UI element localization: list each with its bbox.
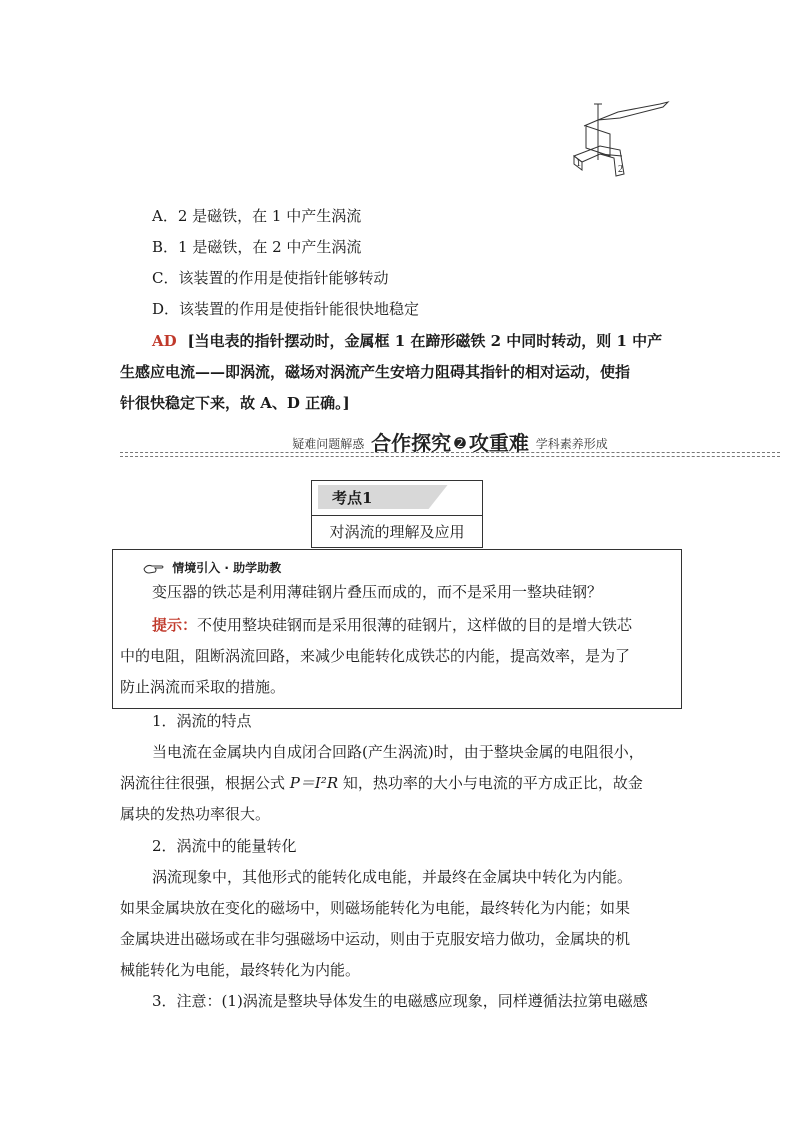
hint-text-1: 不使用整块硅钢而是采用很薄的硅钢片，这样做的目的是增大铁芯 (197, 616, 633, 634)
section1-line-2b: 知，热功率的大小与电流的平方成正比，故金 (338, 774, 643, 792)
section1-line-2a: 涡流往往很强，根据公式 (120, 774, 290, 792)
context-hint-line-1 (152, 615, 712, 635)
banner-arrow-icon: ➋ (454, 436, 466, 452)
section3-line-1: 3．注意：(1)涡流是整块导体发生的电磁感应现象，同样遵循法拉第电磁感 (152, 992, 648, 1010)
section2-heading: 2．涡流中的能量转化 (152, 837, 297, 855)
banner-title-b: 攻重难 (468, 431, 529, 455)
banner-right-small: 学科素养形成 (535, 437, 608, 451)
section1-line-2 (120, 773, 680, 793)
context-header-text: 情境引入 · 助学助教 (172, 561, 282, 575)
kaodian-title: 对涡流的理解及应用 (329, 523, 465, 541)
section1-line-1: 当电流在金属块内自成闭合回路(产生涡流)时，由于整块金属的电阻很小， (152, 743, 644, 761)
context-hint-line-2: 中的电阻，阻断涡流回路，来减少电能转化成铁芯的内能，提高效率，是为了 (120, 647, 631, 665)
context-header (143, 559, 281, 576)
figure-label-2: 2 (618, 164, 623, 175)
section2-line-3: 金属块进出磁场或在非匀强磁场中运动，则由于克服安培力做功，金属块的机 (120, 930, 631, 948)
section2-line-1: 涡流现象中，其他形式的能转化成电能，并最终在金属块中转化为内能。 (152, 868, 633, 886)
kaodian-box (311, 480, 483, 548)
banner-title-a: 合作探究 (371, 431, 452, 455)
banner-dash-top (120, 452, 780, 453)
power-formula: P＝I²R (289, 774, 339, 792)
option-c: C．该装置的作用是使指针能够转动 (152, 269, 389, 287)
banner-dash-bottom (120, 456, 780, 457)
answer-line-2: 生感应电流——即涡流，磁场对涡流产生安培力阻碍其指针的相对运动，使指 (120, 363, 631, 381)
answer-line-1 (152, 331, 712, 351)
section1-line-3: 属块的发热功率很大。 (120, 805, 271, 823)
hint-label: 提示： (152, 616, 198, 634)
figure-pointer (598, 102, 668, 120)
section2-line-4: 械能转化为电能，最终转化为内能。 (120, 961, 361, 979)
option-a: A．2 是磁铁，在 1 中产生涡流 (152, 207, 362, 225)
answer-key: AD (152, 332, 177, 350)
kaodian-label: 考点1 (332, 489, 373, 507)
option-b: B．1 是磁铁，在 2 中产生涡流 (152, 238, 362, 256)
answer-line-3: 针很快稳定下来，故 A、D 正确。] (120, 394, 350, 412)
section-banner (120, 424, 780, 460)
figure-label-1: 1 (576, 158, 581, 169)
section2-line-2: 如果金属块放在变化的磁场中，则磁场能转化为电能，最终转化为内能；如果 (120, 899, 631, 917)
section1-heading: 1．涡流的特点 (152, 712, 252, 730)
option-d: D．该装置的作用是使指针能很快地稳定 (152, 300, 420, 318)
kaodian-divider (312, 515, 482, 516)
context-question: 变压器的铁芯是利用薄硅钢片叠压而成的，而不是采用一整块硅钢？ (152, 583, 603, 601)
hand-pointer-icon (143, 561, 165, 575)
answer-text-1: [当电表的指针摆动时，金属框 1 在蹄形磁铁 2 中同时转动，则 1 中产 (187, 332, 663, 350)
meter-figure (560, 98, 680, 190)
banner-left-small: 疑难问题解惑 (292, 437, 365, 451)
context-hint-line-3: 防止涡流而采取的措施。 (120, 678, 286, 696)
